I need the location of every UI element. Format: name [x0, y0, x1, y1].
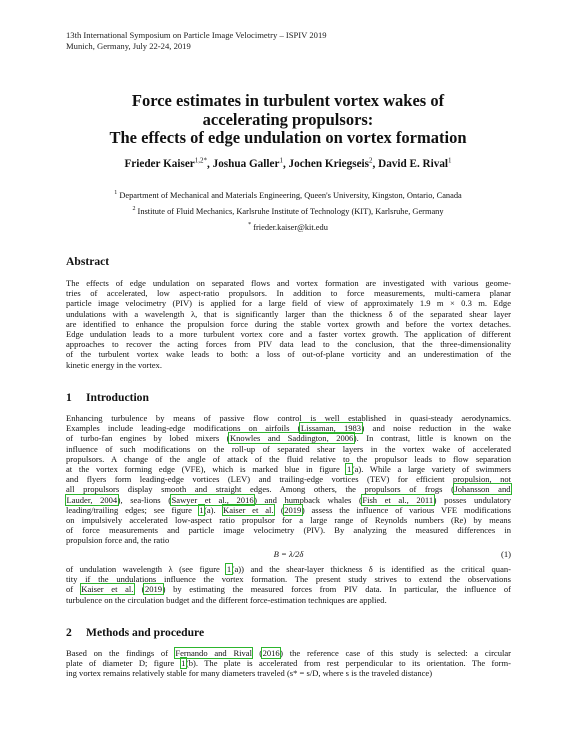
author-affiliation-mark: 1,2*: [194, 156, 208, 165]
text-line: [66, 595, 511, 605]
text-run: ), sea-lions (: [117, 494, 172, 505]
text-line: [66, 454, 511, 464]
text-run: The effects of edge undulation on separated flows and vortex formation are investigated with various geome-: [66, 278, 511, 288]
citation-link[interactable]: Kaiser et al.: [223, 504, 274, 515]
text-line: [66, 349, 511, 359]
text-run: particle image velocimetry (PIV) is applied for a large field of view of approximately 1.9 m × 0.3 m. Edge: [66, 298, 511, 309]
text-line: [66, 413, 511, 423]
text-run: leading/trailing edges; see figure: [66, 504, 199, 515]
text-line: [66, 515, 511, 525]
citation-link[interactable]: Fernando and Rival: [175, 648, 252, 658]
text-run: influence of such modifications on the roll-up of separated shear layers in the vortex wake of accelerated: [66, 443, 511, 454]
text-line: [66, 278, 511, 288]
title-line-1: Force estimates in turbulent vortex wakes of: [131, 91, 445, 110]
citation-link[interactable]: 1: [346, 463, 352, 474]
paper-title: [60, 92, 516, 148]
author-name: Jochen Kriegseis: [288, 158, 370, 170]
text-run: plate of diameter D; figure: [66, 658, 181, 669]
text-run: ) and noise reduction in the wake: [361, 423, 511, 434]
text-run: kinetic energy in the vortex.: [66, 359, 162, 370]
text-run: tity if the undulations influence the vortex formation. The present study strives to extend the observations: [66, 574, 511, 585]
text-line: [66, 648, 511, 658]
text-line: [66, 298, 511, 308]
text-run: of: [66, 584, 81, 595]
text-line: [66, 360, 511, 370]
text-run: Enhancing turbulence by means of passive flow control is well established in quasi-steady aerodynamics.: [66, 413, 511, 423]
text-run: Examples include leading-edge modifications on airfoils (: [66, 423, 301, 434]
text-run: ing vortex remains relatively stable for many diameters traveled (s* = s/D, where s is the traveled distance): [66, 668, 433, 679]
title-line-2: accelerating propulsors:: [202, 109, 374, 129]
text-run: undulations with a wavelength λ, that is significantly larger than the thickness δ of the separated shear layer: [66, 308, 511, 319]
text-run: (b). The plate is accelerated from rest perpendicular to its orientation. The form-: [185, 658, 512, 669]
text-run: (a). While a large variety of swimmers: [351, 463, 511, 474]
text-run: propulsion force and, the ratio: [66, 535, 170, 546]
title-line-3: The effects of edge undulation on vortex formation: [109, 128, 467, 147]
author-affiliation-mark: 2: [369, 156, 373, 165]
affiliation-1: $^1$ Department of Mechanical and Materials Engineering, Queen's University, Kingston, Ontario, Canada: [114, 190, 462, 200]
text-run: (: [274, 504, 284, 515]
text-line: [66, 339, 511, 349]
author-separator: ,: [372, 158, 379, 170]
text-run: all propulsors display smooth and straight edges. Among others, the propulsors of frogs (: [66, 484, 454, 495]
abstract-heading: Abstract: [66, 255, 110, 268]
text-line: [66, 574, 511, 584]
text-run: propulsors. A change of the angle of attack of the fluid relative to the propulsor leads to flow separation: [66, 453, 511, 464]
citation-link[interactable]: 1: [181, 658, 186, 669]
text-run: Based on the findings of: [66, 648, 175, 658]
text-run: (: [252, 648, 263, 658]
citation-link[interactable]: Knowles and Saddington, 2006: [229, 433, 354, 444]
text-line: [66, 505, 511, 515]
text-run: are identified to enhance the propulsion force during the stable vortex growth and before the vortex detaches.: [66, 318, 511, 329]
text-line: [66, 309, 511, 319]
text-run: ) and humpback whales (: [254, 494, 362, 505]
corresponding-email[interactable]: * frieder.kaiser@kit.edu: [248, 222, 328, 232]
author-list: [60, 158, 516, 170]
citation-link[interactable]: 1: [226, 564, 232, 574]
text-line: [66, 329, 511, 339]
text-line: [66, 444, 511, 454]
equation-1: [66, 549, 511, 560]
citation-link[interactable]: Fish et al., 2011: [362, 494, 434, 505]
text-run: Edge undulation leads to a more turbulent vortex core and a faster vortex growth. The application of different: [66, 328, 511, 339]
citation-link[interactable]: Lauder, 2004: [66, 494, 118, 505]
citation-link[interactable]: 2019: [284, 504, 302, 515]
text-line: [66, 495, 511, 505]
conference-name: 13th International Symposium on Particle Image Velocimetry – ISPIV 2019: [66, 30, 327, 40]
citation-link[interactable]: 1: [199, 504, 204, 515]
text-run: ) the reference case of this study is selected: a circular: [280, 648, 511, 658]
citation-link[interactable]: Kaiser et al.: [81, 584, 134, 595]
abstract-body: [66, 278, 511, 370]
text-run: of undulation wavelength λ (see figure: [66, 564, 227, 574]
text-run: ). In contrast, little is known on the: [353, 433, 511, 444]
text-line: [66, 319, 511, 329]
text-run: (: [133, 584, 145, 595]
text-run: ) assess the influence of various VFE modifications: [301, 504, 511, 515]
methods-body: [66, 648, 511, 679]
author-name: Joshua Galler: [212, 158, 280, 170]
text-line: [66, 668, 511, 678]
text-run: of force measurements and particle image velocimetry (PIV). By analyzing the measured differences in: [66, 525, 511, 536]
text-line: [66, 474, 511, 484]
text-run: of the turbulent vortex wake leads to both: a loss of out-of-plane vorticity and an underestimation of the: [66, 349, 511, 360]
author-affiliation-mark: 1: [448, 156, 452, 165]
text-line: [66, 584, 511, 594]
text-line: [66, 423, 511, 433]
author-separator: ,: [282, 158, 289, 170]
citation-link[interactable]: Johansson and: [454, 484, 511, 495]
text-run: and flyers form leading-edge vortices (LEV) and trailing-edge vortices (TEV) for efficient propulsion, not: [66, 474, 511, 485]
text-line: [66, 525, 511, 535]
introduction-body: [66, 413, 511, 545]
citation-link[interactable]: 2016: [262, 648, 280, 658]
text-run: approaches to recover the acting forces from PIV data lead to the conclusion, that the three-dimensionality: [66, 339, 511, 350]
affiliation-2: $^2$ Institute of Fluid Mechanics, Karlsruhe Institute of Technology (KIT), Karlsruhe, Germany: [132, 206, 444, 216]
citation-link[interactable]: Sawyer et al., 2016: [171, 494, 254, 505]
text-line: [66, 484, 511, 494]
text-run: ) posses undulatory: [433, 494, 512, 505]
equation-expression: B = λ/2δ: [273, 549, 304, 559]
text-line: [66, 535, 511, 545]
text-run: (a).: [204, 504, 223, 515]
text-run: on impulsively accelerated low-aspect ratio propulsor for a large range of Reynolds numbers (Re) by means: [66, 514, 511, 525]
author-name: David E. Rival: [378, 158, 449, 170]
author-separator: ,: [207, 158, 213, 170]
introduction-body-continued: [66, 564, 511, 605]
conference-header: [66, 30, 327, 52]
text-run: tries of accelerated, low aspect-ratio propulsors. In addition to force measurements, multi-camera planar: [66, 288, 511, 299]
text-run: (a)) and the shear-layer thickness δ is identified as the critical quan-: [231, 564, 511, 574]
text-line: [66, 288, 511, 298]
text-run: ) by estimating the measured forces from PIV data. In particular, the influence of: [162, 584, 512, 595]
methods-heading: 2 Methods and procedure: [66, 626, 205, 639]
text-line: [66, 564, 511, 574]
author-name: Frieder Kaiser: [124, 158, 195, 170]
text-line: [66, 433, 511, 443]
text-line: [66, 464, 511, 474]
citation-link[interactable]: Lissaman, 1983: [300, 423, 362, 434]
text-run: turbulence on the circulation budget and the different force-estimation techniques are applied.: [66, 594, 387, 605]
conference-location: Munich, Germany, July 22-24, 2019: [66, 41, 191, 51]
introduction-heading: 1 Introduction: [66, 391, 149, 404]
text-run: at the vortex forming edge (VFE), which is marked blue in figure: [66, 463, 347, 474]
citation-link[interactable]: 2019: [144, 584, 163, 595]
equation-number: (1): [500, 549, 511, 559]
text-run: of turbo-fan engines by lobed mixers (: [66, 433, 230, 444]
text-line: [66, 658, 511, 668]
author-affiliation-mark: 1: [279, 156, 283, 165]
